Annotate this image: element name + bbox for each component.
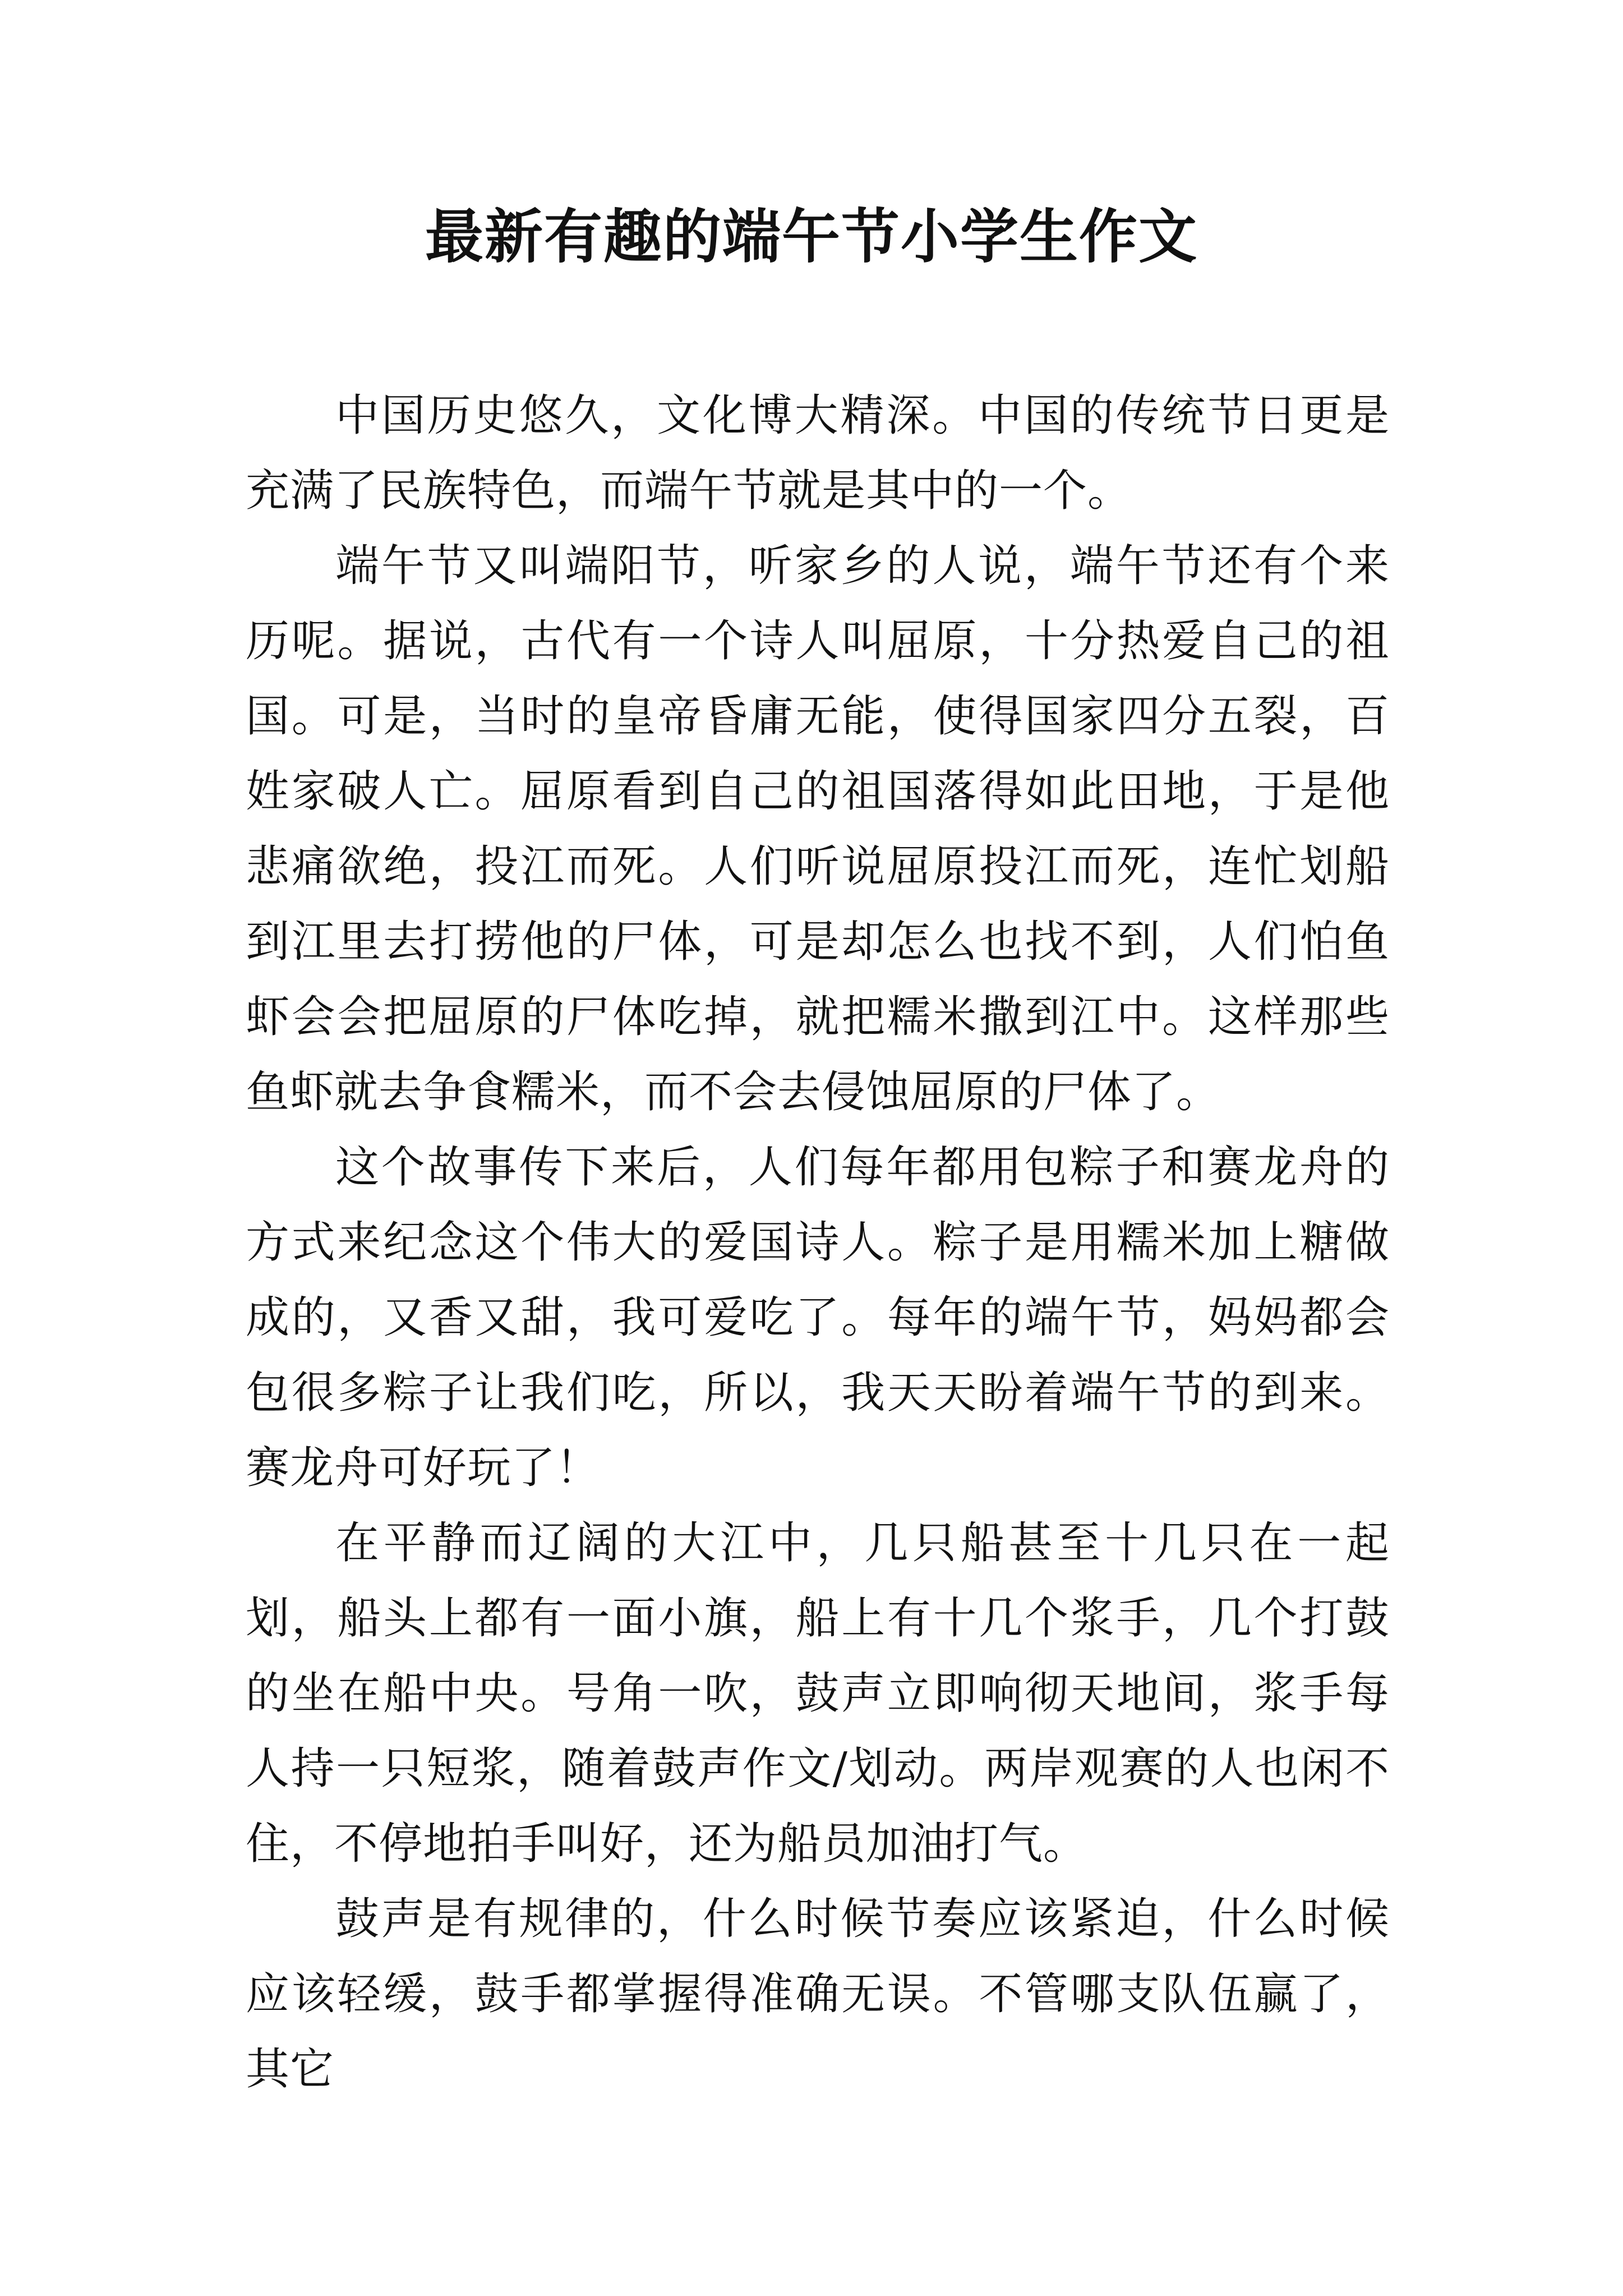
paragraph-5: 鼓声是有规律的，什么时候节奏应该紧迫，什么时候应该轻缓，鼓手都掌握得准确无误。不管哪支队伍赢了，其它 (246, 1894, 1390, 2095)
paragraph-4: 在平静而辽阔的大江中，几只船甚至十几只在一起划，船头上都有一面小旗，船上有十几个浆手，几个打鼓的坐在船中央。号角一吹，鼓声立即响彻天地间，浆手每人持一只短浆，随着鼓声作文/划动。两岸观赛的人也闲不住，不停地拍手叫好，还为船员加油打气。 (246, 1518, 1390, 1869)
paragraph-1: 中国历史悠久，文化博大精深。中国的传统节日更是充满了民族特色，而端午节就是其中的一个。 (246, 390, 1390, 516)
paragraph-2: 端午节又叫端阳节，听家乡的人说，端午节还有个来历呢。据说，古代有一个诗人叫屈原，十分热爱自己的祖国。可是，当时的皇帝昏庸无能，使得国家四分五裂，百姓家破人亡。屈原看到自己的祖国落得如此田地，于是他悲痛欲绝，投江而死。人们听说屈原投江而死，连忙划船到江里去打捞他的尸体，可是却怎么也找不到，人们怕鱼虾会会把屈原的尸体吃掉，就把糯米撒到江中。这样那些鱼虾就去争食糯米，而不会去侵蚀屈原的尸体了。 (246, 541, 1390, 1117)
document-title: 最新有趣的端午节小学生作文 (425, 202, 1198, 271)
essay-body (246, 378, 1390, 2107)
paragraph-3: 这个故事传下来后，人们每年都用包粽子和赛龙舟的方式来纪念这个伟大的爱国诗人。粽子是用糯米加上糖做成的，又香又甜，我可爱吃了。每年的端午节，妈妈都会包很多粽子让我们吃，所以，我天天盼着端午节的到来。赛龙舟可好玩了！ (246, 1142, 1390, 1493)
